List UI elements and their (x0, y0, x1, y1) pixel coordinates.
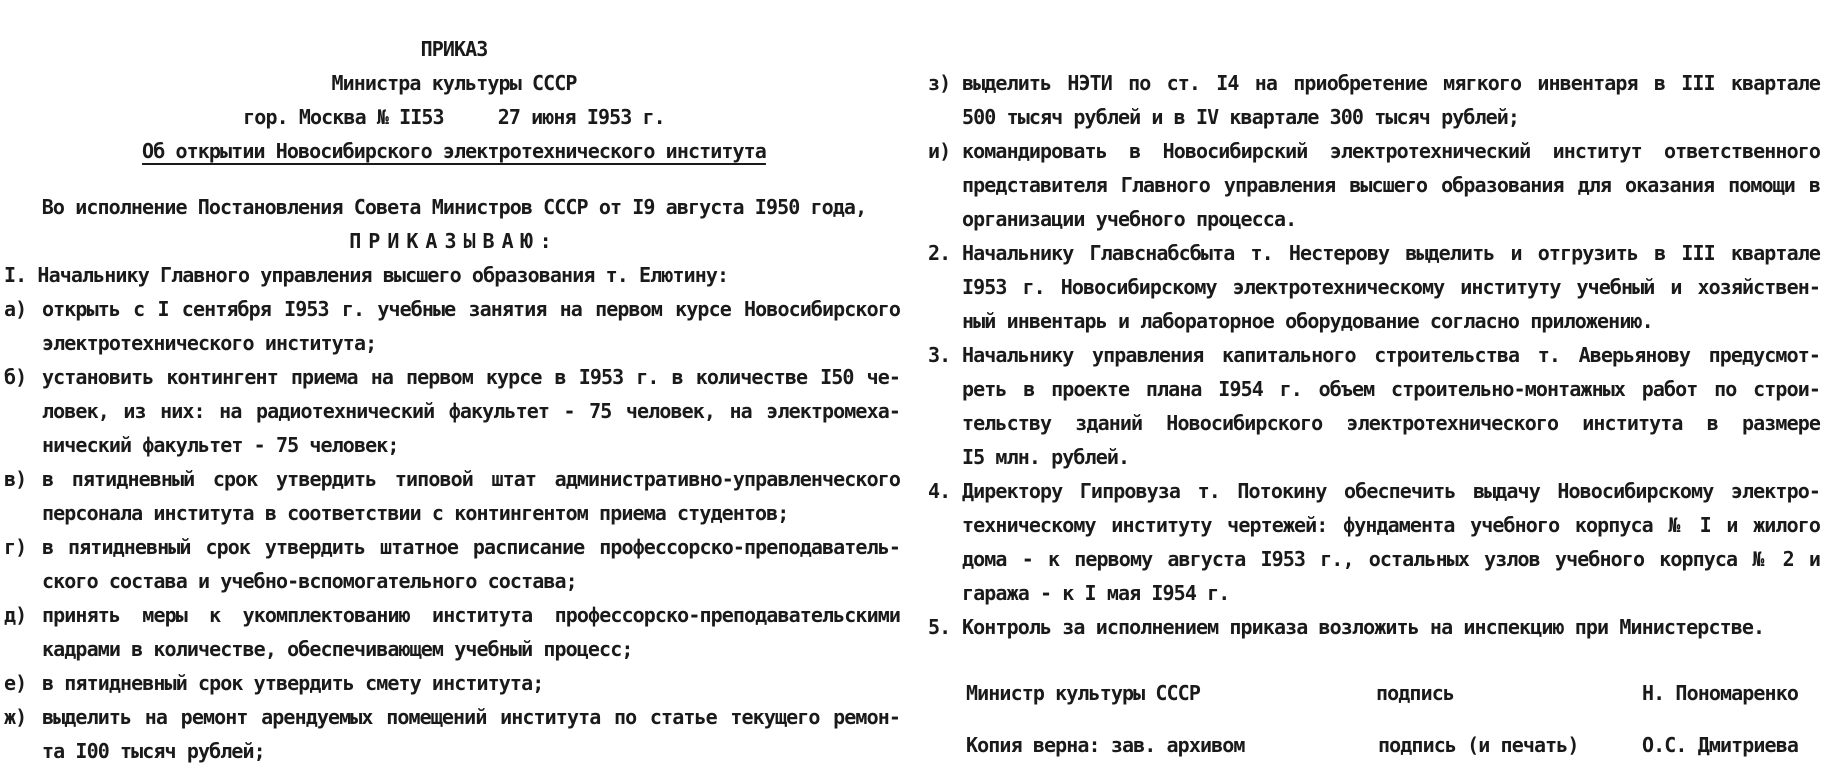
clause-4-line-1: Директору Гипровуза т. Потокину обеспечить выдачу Новосибирскому электро- (962, 479, 1820, 503)
item-zh-line-2: та I00 тысяч рублей; (42, 739, 265, 763)
item-marker: з) (928, 71, 951, 95)
item-i-line-2: представителя Главного управления высшего образования для оказания помощи в (962, 173, 1820, 197)
item-marker: б) (4, 365, 27, 389)
item-b-line-1: установить контингент приема на первом курсе в I953 г. в количестве I50 че- (42, 365, 900, 389)
item-d-line-2: кадрами в количестве, обеспечивающем учебный процесс; (42, 637, 633, 661)
clause-1: I. Начальнику Главного управления высшего образования т. Елютину: (4, 263, 729, 287)
item-marker: а) (4, 297, 27, 321)
item-b-line-2: ловек, из них: на радиотехнический факультет - 75 человек, на электромеха- (42, 399, 900, 423)
item-d-line-1: принять меры к укомплектованию института профессорско-преподавательскими (42, 603, 900, 627)
minister-signature-mark: подпись (1376, 681, 1454, 705)
item-marker: ж) (4, 705, 27, 729)
order-date: 27 июня I953 г. (497, 105, 665, 129)
item-i-line-1: командировать в Новосибирский электротехнический институт ответственного (962, 139, 1820, 163)
minister-role: Министр культуры СССР (966, 681, 1200, 705)
clause-5-line-1: Контроль за исполнением приказа возложить на инспекцию при Министерстве. (962, 615, 1765, 639)
clause-marker: 2. (928, 241, 951, 265)
item-zh-line-1: выделить на ремонт арендуемых помещений института по статье текущего ремон- (42, 705, 900, 729)
clause-4-line-2: техническому институту чертежей: фундамента учебного корпуса № I и жилого (962, 513, 1820, 537)
document-title: ПРИКАЗ (420, 37, 488, 61)
document-subject: Об открытии Новосибирского электротехнического института (142, 139, 766, 163)
subject-line (4, 134, 904, 168)
place-date-line (4, 100, 904, 134)
clause-2-line-1: Начальнику Главснабсбыта т. Нестерову выделить и отгрузить в III квартале (962, 241, 1820, 265)
item-v-line-1: в пятидневный срок утвердить типовой штат административно-управленческого (42, 467, 900, 491)
minister-name: Н. Пономаренко (1642, 681, 1798, 705)
clause-4-line-3: дома - к первому августа I953 г., остальных узлов учебного корпуса № 2 и (962, 547, 1820, 571)
clause-marker: 5. (928, 615, 951, 639)
item-v-line-2: персонала института в соответствии с контингентом приема студентов; (42, 501, 789, 525)
place-number: гор. Москва № II53 (243, 105, 444, 129)
item-a-line-1: открыть с I сентября I953 г. учебные занятия на первом курсе Новосибирского (42, 297, 900, 321)
clause-3-line-4: I5 млн. рублей. (962, 445, 1130, 469)
copy-certifier-name: О.С. Дмитриева (1642, 733, 1798, 757)
copy-signature-mark: подпись (и печать) (1378, 733, 1579, 757)
clause-3-line-2: реть в проекте плана I954 г. объем строительно-монтажных работ по строи- (962, 377, 1820, 401)
item-b-line-3: нический факультет - 75 человек; (42, 433, 399, 457)
item-z-line-2: 500 тысяч рублей и в IV квартале 300 тысяч рублей; (962, 105, 1520, 129)
preamble: Во исполнение Постановления Совета Министров СССР от I9 августа I950 года, (41, 195, 867, 219)
item-marker: г) (4, 535, 27, 559)
item-a-line-2: электротехнического института; (42, 331, 377, 355)
item-marker: и) (928, 139, 951, 163)
clause-4-line-4: гаража - к I мая I954 г. (962, 581, 1230, 605)
clause-2-line-3: ный инвентарь и лабораторное оборудование согласно приложению. (962, 309, 1653, 333)
item-z-line-1: выделить НЭТИ по ст. I4 на приобретение мягкого инвентаря в III квартале (962, 71, 1820, 95)
item-marker: е) (4, 671, 27, 695)
copy-certifier-role: Копия верна: зав. архивом (966, 733, 1245, 757)
clause-3-line-3: тельству зданий Новосибирского электротехнического института в размере (962, 411, 1820, 435)
item-marker: в) (4, 467, 27, 491)
item-g-line-1: в пятидневный срок утвердить штатное расписание профессорско-преподаватель- (42, 535, 900, 559)
item-i-line-3: организации учебного процесса. (962, 207, 1297, 231)
clause-marker: 3. (928, 343, 951, 367)
item-marker: д) (4, 603, 27, 627)
item-e-line-1: в пятидневный срок утвердить смету института; (42, 671, 544, 695)
clause-2-line-2: I953 г. Новосибирскому электротехническому институту учебный и хозяйствен- (962, 275, 1820, 299)
item-g-line-2: ского состава и учебно-вспомогательного состава; (42, 569, 577, 593)
clause-3-line-1: Начальнику управления капитального строительства т. Аверьянову предусмот- (962, 343, 1820, 367)
order-word: ПРИКАЗЫВАЮ: (349, 229, 559, 253)
clause-marker: 4. (928, 479, 951, 503)
issuer-line: Министра культуры СССР (331, 71, 577, 95)
